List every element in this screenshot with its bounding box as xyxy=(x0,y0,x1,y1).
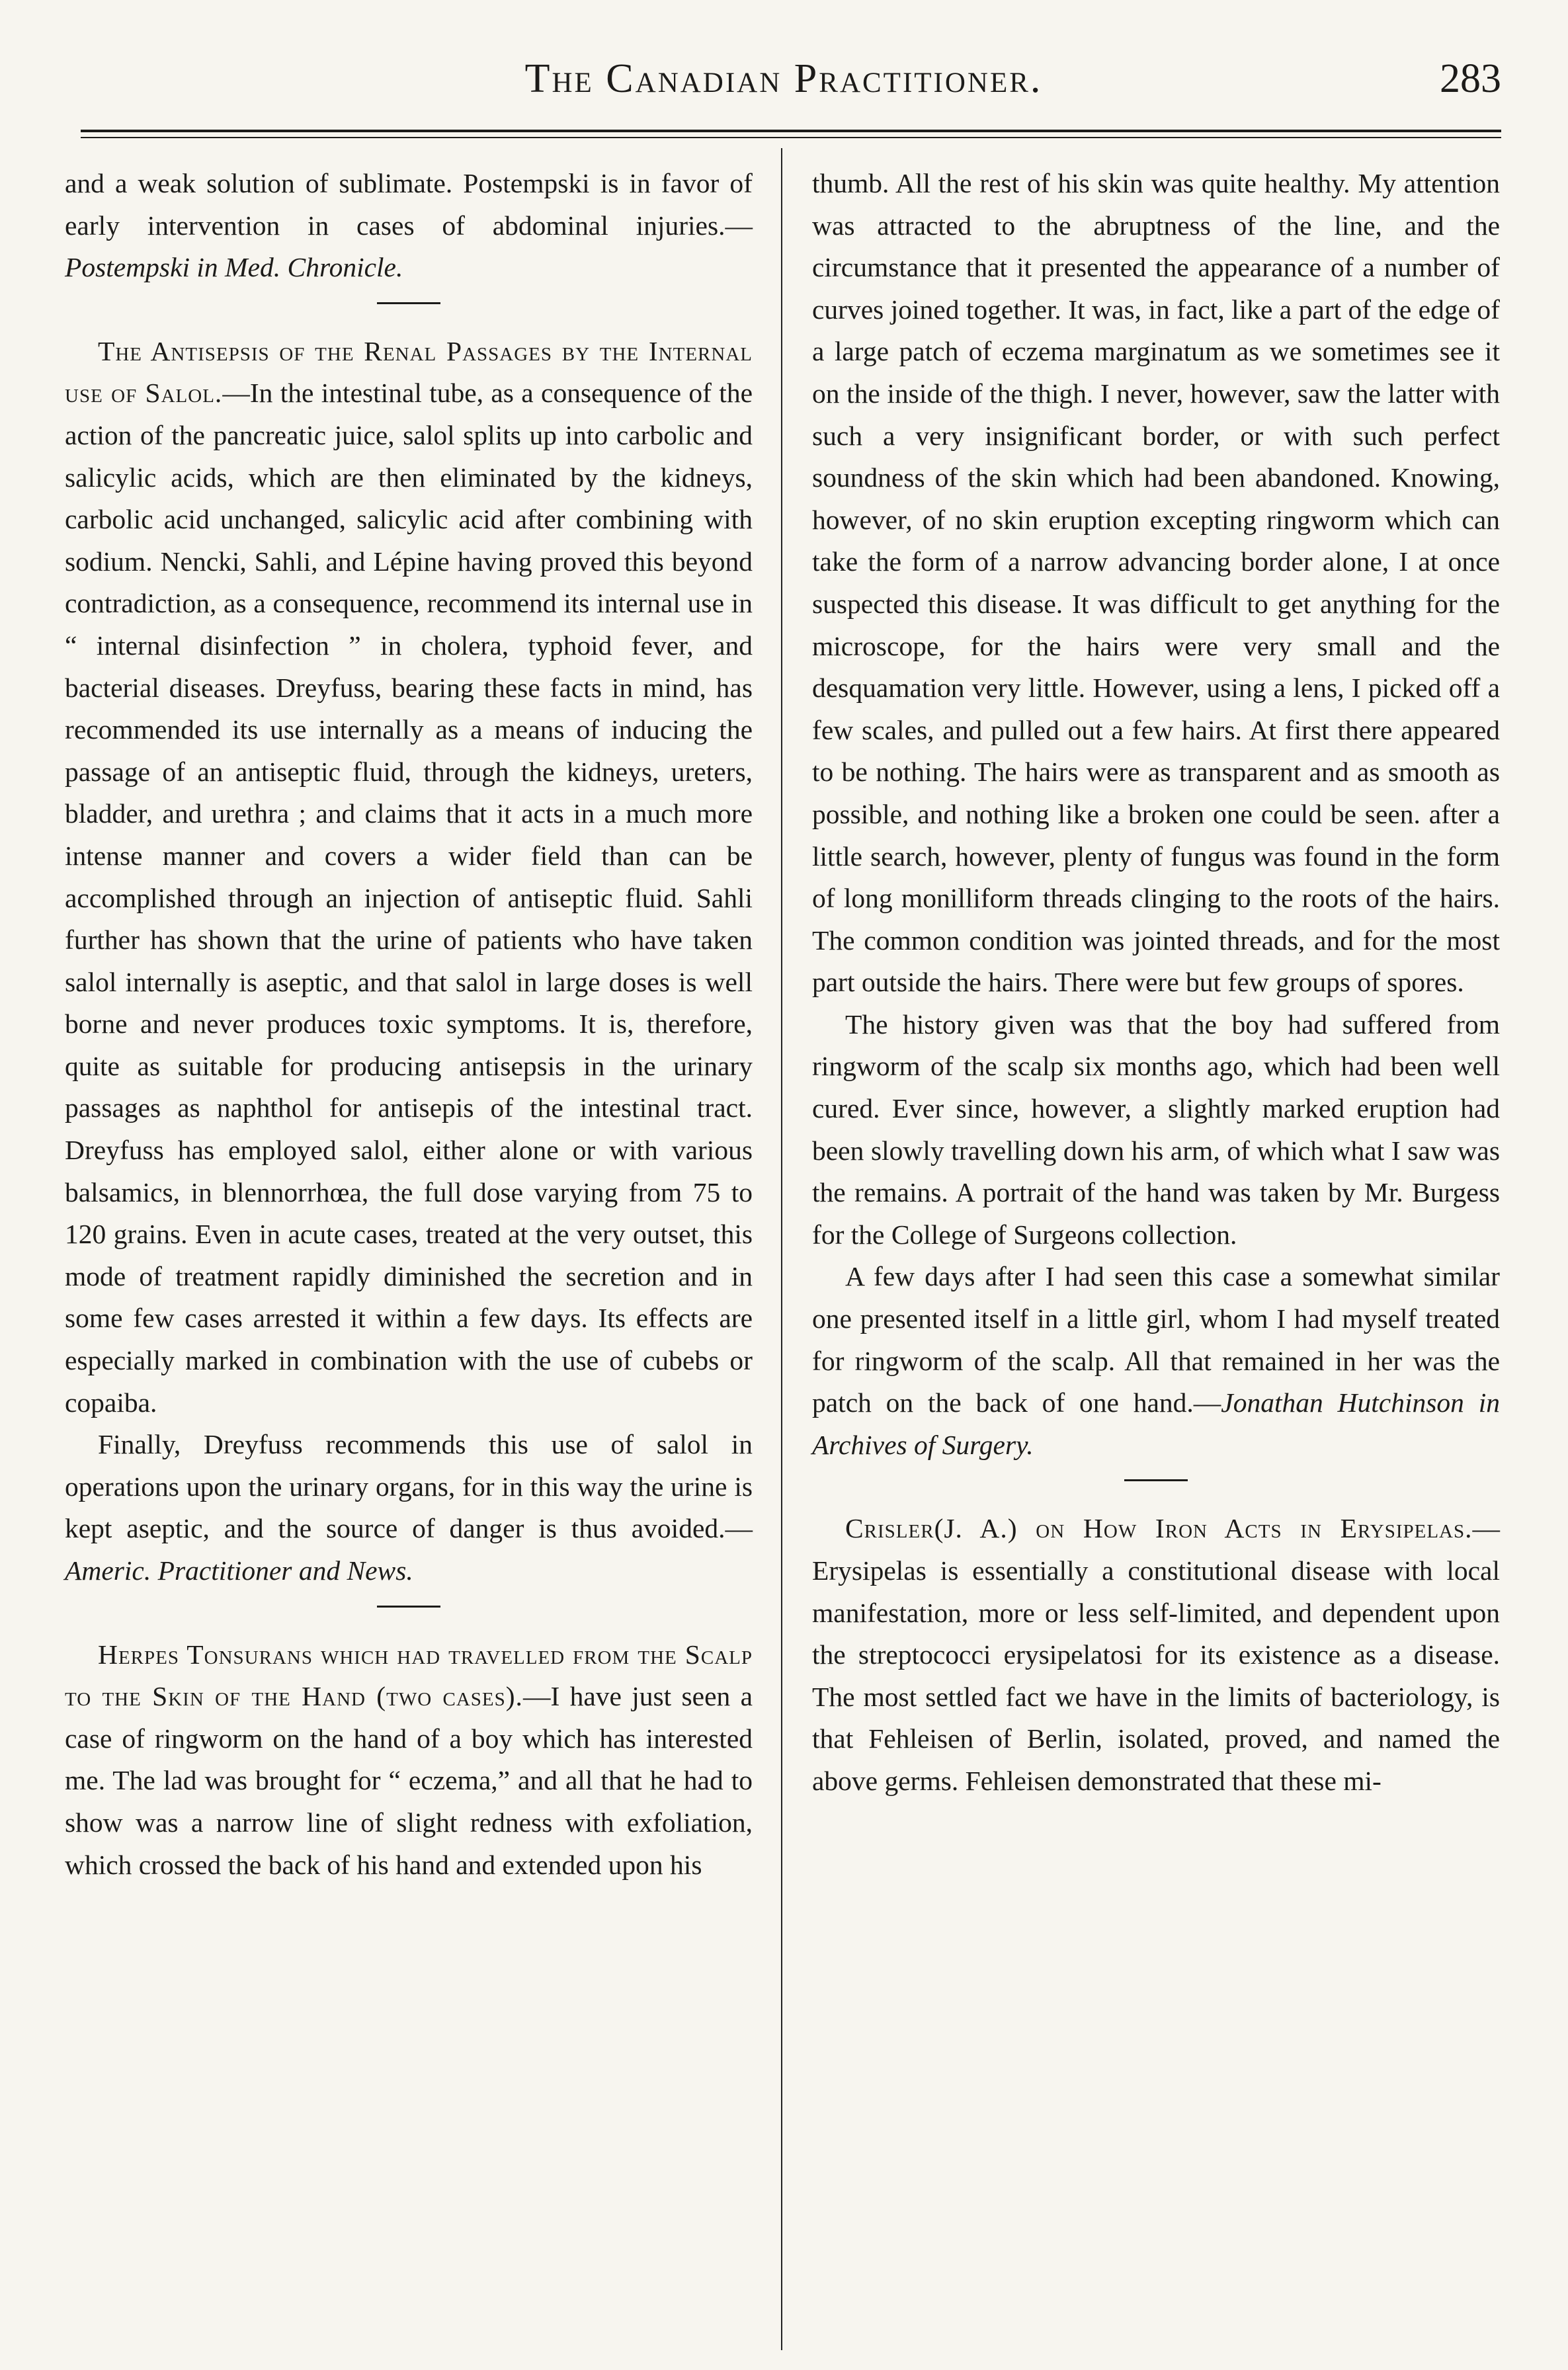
column-divider xyxy=(781,148,782,2350)
herpes-history-paragraph xyxy=(812,1004,1500,1256)
header-rule-thin xyxy=(81,137,1501,138)
page-number: 283 xyxy=(1440,56,1501,101)
crisler-article-heading: Crisler(J. A.) on How Iron Acts in Erysipelas. xyxy=(845,1513,1473,1544)
left-column xyxy=(65,163,753,1886)
crisler-article-text: —Erysipelas is essentially a constitutional disease with local manifestation, more or less self-limited, and dependent upon the streptococci erysipelatosi for its existence as a disease. The most settled fact we have in the limits of bacteriology, is that Fehleisen of Berlin, isolated, proved, and named the above germs. Fehleisen demonstrated that these mi- xyxy=(812,1513,1500,1796)
herpes-second-case-text: A few days after I had seen this case a somewhat similar one presented itself in a little girl, whom I had myself treated for ringworm of the scalp. All that remained in her was the patch on the back of one hand.— xyxy=(812,1261,1500,1418)
herpes-second-case-paragraph xyxy=(812,1256,1500,1466)
section-divider xyxy=(377,1606,440,1608)
herpes-article-paragraph xyxy=(65,1634,753,1887)
continuation-citation: Postempski in Med. Chronicle. xyxy=(65,252,403,283)
running-head xyxy=(66,56,1501,115)
salol-article-paragraph-2 xyxy=(65,1424,753,1592)
herpes-article-citation: Jonathan Hutchinson in Archives of Surgery. xyxy=(812,1387,1500,1460)
salol-article-heading: The Antisepsis of the Renal Passages by the Internal use of Salol. xyxy=(65,335,753,409)
herpes-continued-paragraph xyxy=(812,163,1500,1004)
continuation-paragraph xyxy=(65,163,753,289)
herpes-continued-text: thumb. All the rest of his skin was quite healthy. My attention was attracted to the abruptness of the line, and the circumstance that it presented the appearance of a number of curves joined together. It was, in fact, like a part of the edge of a large patch of eczema marginatum as we sometimes see it on the inside of the thigh. I never, however, saw the latter with such a very insignificant border, or with such perfect soundness of the skin which had been abandoned. Knowing, however, of no skin eruption excepting ringworm which can take the form of a narrow advancing border alone, I at once suspected this disease. It was difficult to get anything for the microscope, for the hairs were very small and the desquamation very little. However, using a lens, I picked off a few scales, and pulled out a few hairs. At first there appeared to be nothing. The hairs were as transparent and as smooth as possible, and nothing like a broken one could be seen. after a little search, however, plenty of fungus was found in the form of long monilliform threads clinging to the roots of the hairs. The common condition was jointed threads, and for the most part outside the hairs. There were but few groups of spores. xyxy=(812,168,1500,998)
continuation-text: and a weak solution of sublimate. Postempski is in favor of early intervention in cases of abdominal injuries.— xyxy=(65,168,753,241)
crisler-article-paragraph xyxy=(812,1508,1500,1802)
herpes-article-heading: Herpes Tonsurans which had travelled from the Scalp to the Skin of the Hand (two cases). xyxy=(65,1639,753,1712)
salol-article-paragraph xyxy=(65,331,753,1424)
section-divider xyxy=(377,302,440,304)
right-column xyxy=(812,163,1500,1803)
herpes-history-text: The history given was that the boy had suffered from ringworm of the scalp six months ago, which had been well cured. Ever since, however, a slightly marked eruption had been slowly travelling down his arm, of which what I saw was the remains. A portrait of the hand was taken by Mr. Burgess for the College of Surgeons collection. xyxy=(812,1008,1500,1250)
salol-article-text-2: Finally, Dreyfuss recommends this use of salol in operations upon the urinary organs, for in this way the urine is kept aseptic, and the source of danger is thus avoided.— xyxy=(65,1429,753,1544)
salol-article-citation: Americ. Practitioner and News. xyxy=(65,1555,413,1586)
herpes-article-text: —I have just seen a case of ringworm on the hand of a boy which has interested me. The lad was brought for “ eczema,” and all that he had to show was a narrow line of slight redness with exfoliation, which crossed the back of his hand and extended upon his xyxy=(65,1681,753,1880)
header-rule-thick xyxy=(81,130,1501,132)
running-title: The Canadian Practitioner. xyxy=(524,56,1043,101)
salol-article-text: —In the intestinal tube, as a consequence of the action of the pancreatic juice, salol splits up into carbolic and salicylic acids, which are then eliminated by the kidneys, carbolic acid unchanged, salicylic acid after combining with sodium. Nencki, Sahli, and Lépine having proved this beyond contradiction, as a consequence, recommend its internal use in “ internal disinfection ” in cholera, typhoid fever, and bacterial diseases. Dreyfuss, bearing these facts in mind, has recommended its use internally as a means of inducing the passage of an antiseptic fluid, through the kidneys, ureters, bladder, and urethra ; and claims that it acts in a much more intense manner and covers a wider field than can be accomplished through an injection of antiseptic fluid. Sahli further has shown that the urine of patients who have taken salol internally is aseptic, and that salol in large doses is well borne and never produces toxic symptoms. It is, therefore, quite as suitable for producing antisepsis in the urinary passages as naphthol for antisepis of the intestinal tract. Dreyfuss has employed salol, either alone or with various balsamics, in blennorrhœa, the full dose varying from 75 to 120 grains. Even in acute cases, treated at the very outset, this mode of treatment rapidly diminished the secretion and in some few cases arrested it within a few days. Its effects are especially marked in combination with the use of cubebs or copaiba. xyxy=(65,378,753,1418)
section-divider xyxy=(1124,1479,1188,1481)
